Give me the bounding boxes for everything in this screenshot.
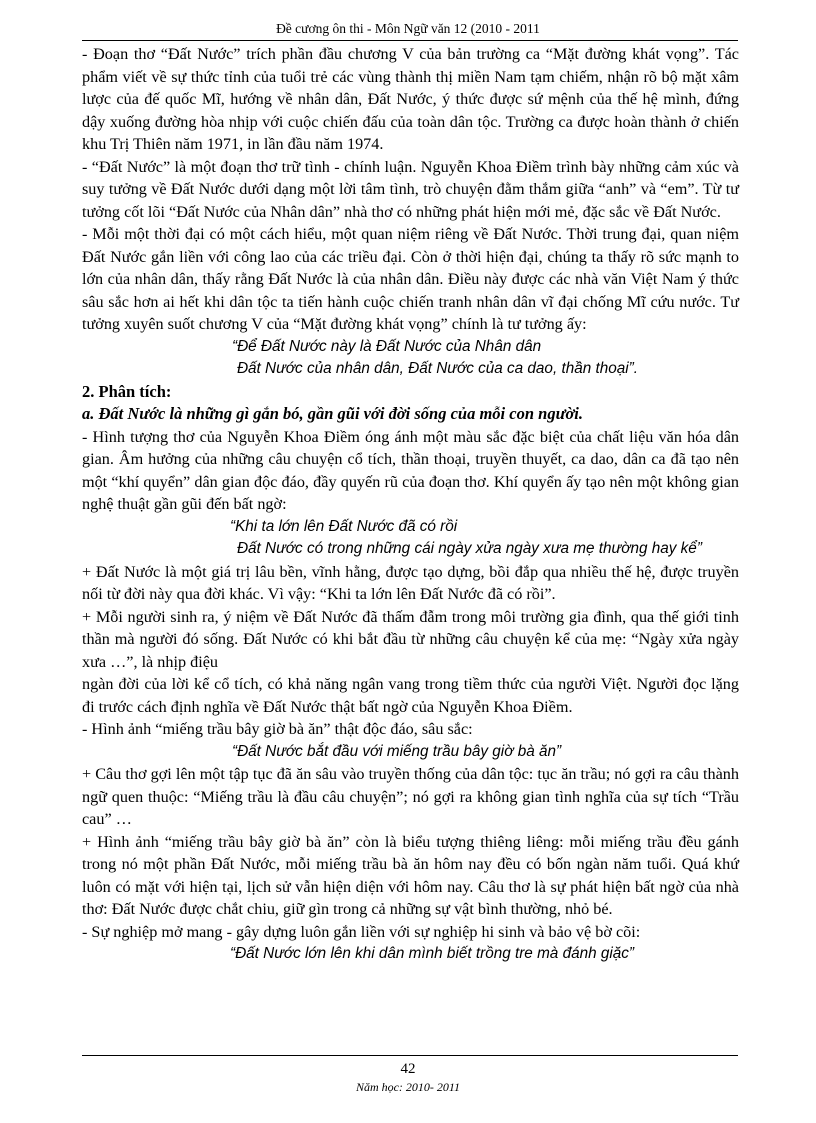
section-heading: 2. Phân tích: (82, 381, 172, 401)
page-number: 42 (400, 1061, 416, 1077)
page-content (82, 43, 739, 966)
analysis-paragraph-1: - Hình tượng thơ của Nguyễn Khoa Điềm óng ánh một màu sắc đặc biệt của chất liệu văn hóa dân gian. Âm hưởng của những câu chuyện cổ tích, thần thoại, truyền thuyết, ca dao, dân ca đã tạo nên một “khí quyển” dân gian độc đáo, đầy quyến rũ của đoạn thơ. Khí quyển ấy tạo nên một không gian nghệ thuật gần gũi đến bất ngờ: (82, 427, 739, 513)
analysis-paragraph-4: - Hình ảnh “miếng trầu bây giờ bà ăn” thật độc đáo, sâu sắc: (82, 720, 473, 738)
verse-line-5: “Đất Nước bắt đầu với miếng trầu bây giờ bà ăn” (232, 742, 562, 760)
intro-paragraph-3: - Mỗi một thời đại có một cách hiểu, một quan niệm riêng về Đất Nước. Thời trung đại, quan niệm Đất Nước gắn liền với công lao của các triều đại. Còn ở thời hiện đại, chúng ta thấy rõ sức mạnh to lớn của nhân dân, thấy rằng Đất Nước là của nhân dân. Điều này được các nhà văn Việt Nam ý thức sâu sắc hơn ai hết khi dân tộc ta tiến hành cuộc chiến tranh nhân dân vĩ đại chống Mĩ cứu nước. Tư tưởng xuyên suốt chương V của “Mặt đường khát vọng” chính là tư tưởng ấy: (82, 225, 739, 333)
verse-line-2: Đất Nước của nhân dân, Đất Nước của ca dao, thần thoại”. (237, 360, 638, 377)
footer-divider (82, 1055, 738, 1056)
analysis-paragraph-5: + Câu thơ gợi lên một tập tục đã ăn sâu vào truyền thống của dân tộc: tục ăn trầu; nó gợi ra câu thành ngữ quen thuộc: “Miếng trầu là đầu câu chuyện”; nó gợi ra không gian tình nghĩa của sự tích “Trầu cau” … (82, 765, 739, 828)
verse-line-1: “Để Đất Nước này là Đất Nước của Nhân dân (232, 337, 542, 355)
footer-school-year: Năm học: 2010- 2011 (355, 1080, 461, 1094)
analysis-paragraph-7: - Sự nghiệp mở mang - gây dựng luôn gắn liền với sự nghiệp hi sinh và bảo vệ bờ cõi: (82, 922, 641, 941)
verse-line-4: Đất Nước có trong những cái ngày xửa ngày xưa mẹ thường hay kể” (237, 540, 702, 557)
analysis-paragraph-6: + Hình ảnh “miếng trầu bây giờ bà ăn” còn là biểu tượng thiêng liêng: mỗi miếng trầu đều gánh trong nó một phần Đất Nước, mỗi miếng trầu bà ăn hôm nay đều có bốn ngàn năm tuổi. Quá khứ luôn có mặt với hiện tại, lịch sử vẫn hiện diện với hôm nay. Câu thơ là sự phát hiện bất ngờ của nhà thơ: Đất Nước được chắt chiu, giữ gìn trong cả những sự vật bình thường, nhỏ bé. (82, 832, 739, 918)
analysis-paragraph-3-continued: ngàn đời của lời kể cổ tích, có khả năng ngân vang trong tiềm thức của người Việt. Người đọc lặng đi trước cách định nghĩa về Đất Nước thật bất ngờ của Nguyễn Khoa Điềm. (82, 675, 739, 716)
intro-paragraph-2: - “Đất Nước” là một đoạn thơ trữ tình - chính luận. Nguyễn Khoa Điềm trình bày những cảm xúc và suy tưởng về Đất Nước dưới dạng một lời tâm tình, trò chuyện đằm thắm giữa “anh” và “em”. Từ tư tưởng cốt lõi “Đất Nước của Nhân dân” nhà thơ có những phát hiện mới mẻ, đặc sắc về Đất Nước. (82, 157, 739, 221)
header-divider (82, 40, 738, 41)
page-header: Đề cương ôn thi - Môn Ngữ văn 12 (2010 - 2011 (276, 21, 540, 36)
intro-paragraph-1: - Đoạn thơ “Đất Nước” trích phần đầu chương V của bản trường ca “Mặt đường khát vọng”. Tác phẩm viết về sự thức tỉnh của tuổi trẻ các vùng thành thị miền Nam tạm chiếm, nhận rõ bộ mặt xâm lược của đế quốc Mĩ, hướng về nhân dân, Đất Nước, ý thức được sứ mệnh của thế hệ mình, đứng dậy xuống đường hòa nhịp với cuộc chiến đấu của toàn dân tộc. Trường ca được hoàn thành ở chiến khu Trị Thiên năm 1971, in lần đầu năm 1974. (82, 45, 739, 153)
verse-line-3: “Khi ta lớn lên Đất Nước đã có rồi (230, 517, 458, 535)
section-subheading: a. Đất Nước là những gì gắn bó, gần gũi với đời sống của mỗi con người. (82, 404, 584, 423)
analysis-paragraph-2: + Đất Nước là một giá trị lâu bền, vĩnh hằng, được tạo dựng, bồi đắp qua nhiều thế hệ, được truyền nối từ đời này qua đời khác. Vì vậy: “Khi ta lớn lên Đất Nước đã có rồi”. (82, 562, 739, 603)
verse-line-6: “Đất Nước lớn lên khi dân mình biết trồng tre mà đánh giặc” (230, 945, 635, 962)
analysis-paragraph-3: + Mỗi người sinh ra, ý niệm về Đất Nước đã thấm đẫm trong môi trường gia đình, qua thế giới tinh thần mà người đó sống. Đất Nước có khi bắt đầu từ những câu chuyện kể của mẹ: “Ngày xửa ngày xưa …”, là nhịp điệu (82, 607, 739, 671)
